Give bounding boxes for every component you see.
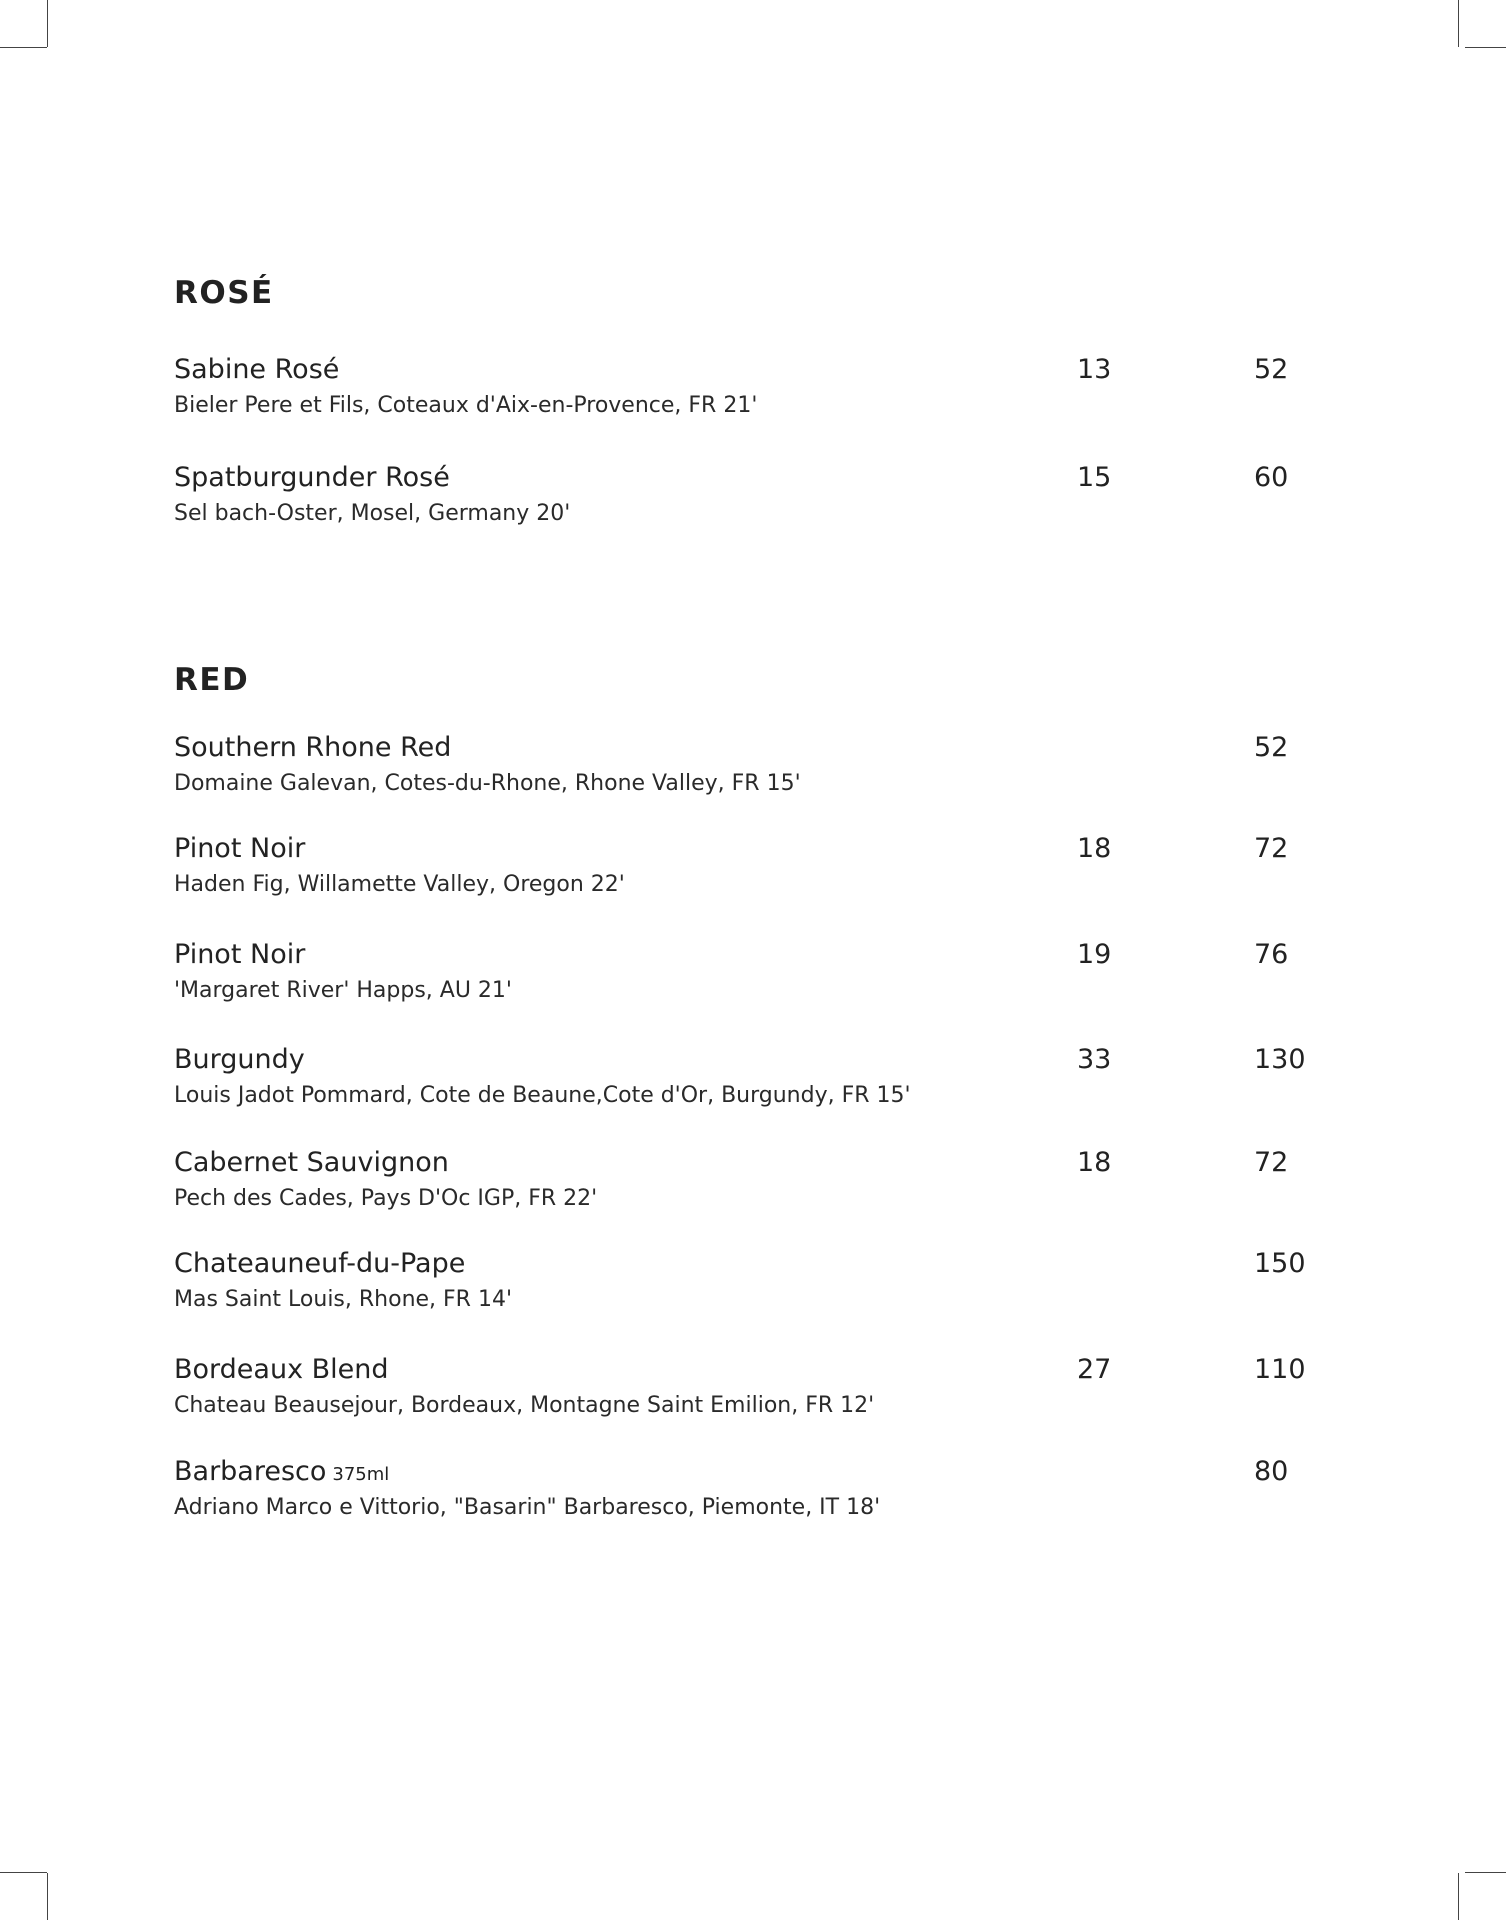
wine-item-spatburgunder-rose xyxy=(174,464,1334,534)
wine-item-cabernet-sauvignon xyxy=(174,1149,1334,1219)
wine-bottle-size: 375ml xyxy=(332,1464,390,1485)
glass-price: 33 xyxy=(1077,1044,1112,1075)
wine-description: Bieler Pere et Fils, Coteaux d'Aix-en-Provence, FR 21' xyxy=(174,393,758,418)
wine-description: Haden Fig, Willamette Valley, Oregon 22' xyxy=(174,872,625,897)
wine-description: 'Margaret River' Happs, AU 21' xyxy=(174,978,512,1003)
wine-description: Mas Saint Louis, Rhone, FR 14' xyxy=(174,1287,513,1312)
bottle-price: 130 xyxy=(1254,1044,1306,1075)
glass-price: 18 xyxy=(1077,833,1112,864)
crop-mark-top-left-horizontal xyxy=(0,47,47,48)
wine-name: Bordeaux Blend xyxy=(174,1354,389,1385)
glass-price: 13 xyxy=(1077,354,1112,385)
glass-price: 19 xyxy=(1077,939,1112,970)
crop-mark-top-right-vertical xyxy=(1458,0,1459,47)
crop-mark-bottom-left-vertical xyxy=(47,1873,48,1920)
wine-description: Adriano Marco e Vittorio, "Basarin" Barbaresco, Piemonte, IT 18' xyxy=(174,1495,881,1520)
bottle-price: 150 xyxy=(1254,1248,1306,1279)
wine-name: Spatburgunder Rosé xyxy=(174,462,450,493)
glass-price: 18 xyxy=(1077,1147,1112,1178)
wine-name: Pinot Noir xyxy=(174,939,306,970)
wine-name-text: Barbaresco xyxy=(174,1456,327,1487)
wine-item-pinot-noir-au xyxy=(174,941,1334,1011)
wine-description: Chateau Beausejour, Bordeaux, Montagne Saint Emilion, FR 12' xyxy=(174,1393,875,1418)
bottle-price: 76 xyxy=(1254,939,1289,970)
bottle-price: 72 xyxy=(1254,833,1289,864)
glass-price: 15 xyxy=(1077,462,1112,493)
wine-item-burgundy xyxy=(174,1046,1334,1116)
wine-item-bordeaux-blend xyxy=(174,1356,1334,1426)
crop-mark-bottom-right-horizontal xyxy=(1465,1872,1506,1873)
wine-item-barbaresco xyxy=(174,1458,1334,1528)
bottle-price: 80 xyxy=(1254,1456,1289,1487)
wine-name: Cabernet Sauvignon xyxy=(174,1147,449,1178)
wine-description: Sel bach-Oster, Mosel, Germany 20' xyxy=(174,501,571,526)
wine-item-southern-rhone-red xyxy=(174,734,1334,804)
bottle-price: 72 xyxy=(1254,1147,1289,1178)
crop-mark-bottom-left-horizontal xyxy=(0,1872,47,1873)
wine-name: Sabine Rosé xyxy=(174,354,340,385)
wine-description: Pech des Cades, Pays D'Oc IGP, FR 22' xyxy=(174,1186,598,1211)
bottle-price: 52 xyxy=(1254,354,1289,385)
bottle-price: 60 xyxy=(1254,462,1289,493)
red-section-title: RED xyxy=(174,662,250,698)
wine-name: Burgundy xyxy=(174,1044,305,1075)
glass-price: 27 xyxy=(1077,1354,1112,1385)
wine-description: Domaine Galevan, Cotes-du-Rhone, Rhone Valley, FR 15' xyxy=(174,771,801,796)
wine-description: Louis Jadot Pommard, Cote de Beaune,Cote d'Or, Burgundy, FR 15' xyxy=(174,1083,911,1108)
wine-item-chateauneuf-du-pape xyxy=(174,1250,1334,1320)
wine-name: Chateauneuf-du-Pape xyxy=(174,1248,466,1279)
wine-name: Southern Rhone Red xyxy=(174,732,452,763)
crop-mark-bottom-right-vertical xyxy=(1458,1873,1459,1920)
bottle-price: 52 xyxy=(1254,732,1289,763)
crop-mark-top-right-horizontal xyxy=(1465,47,1506,48)
crop-mark-top-left-vertical xyxy=(47,0,48,47)
wine-item-sabine-rose xyxy=(174,356,1334,426)
wine-name: Pinot Noir xyxy=(174,833,306,864)
bottle-price: 110 xyxy=(1254,1354,1306,1385)
wine-item-pinot-noir-oregon xyxy=(174,835,1334,905)
rose-section-title: ROSÉ xyxy=(174,275,274,311)
wine-name xyxy=(174,1458,389,1485)
